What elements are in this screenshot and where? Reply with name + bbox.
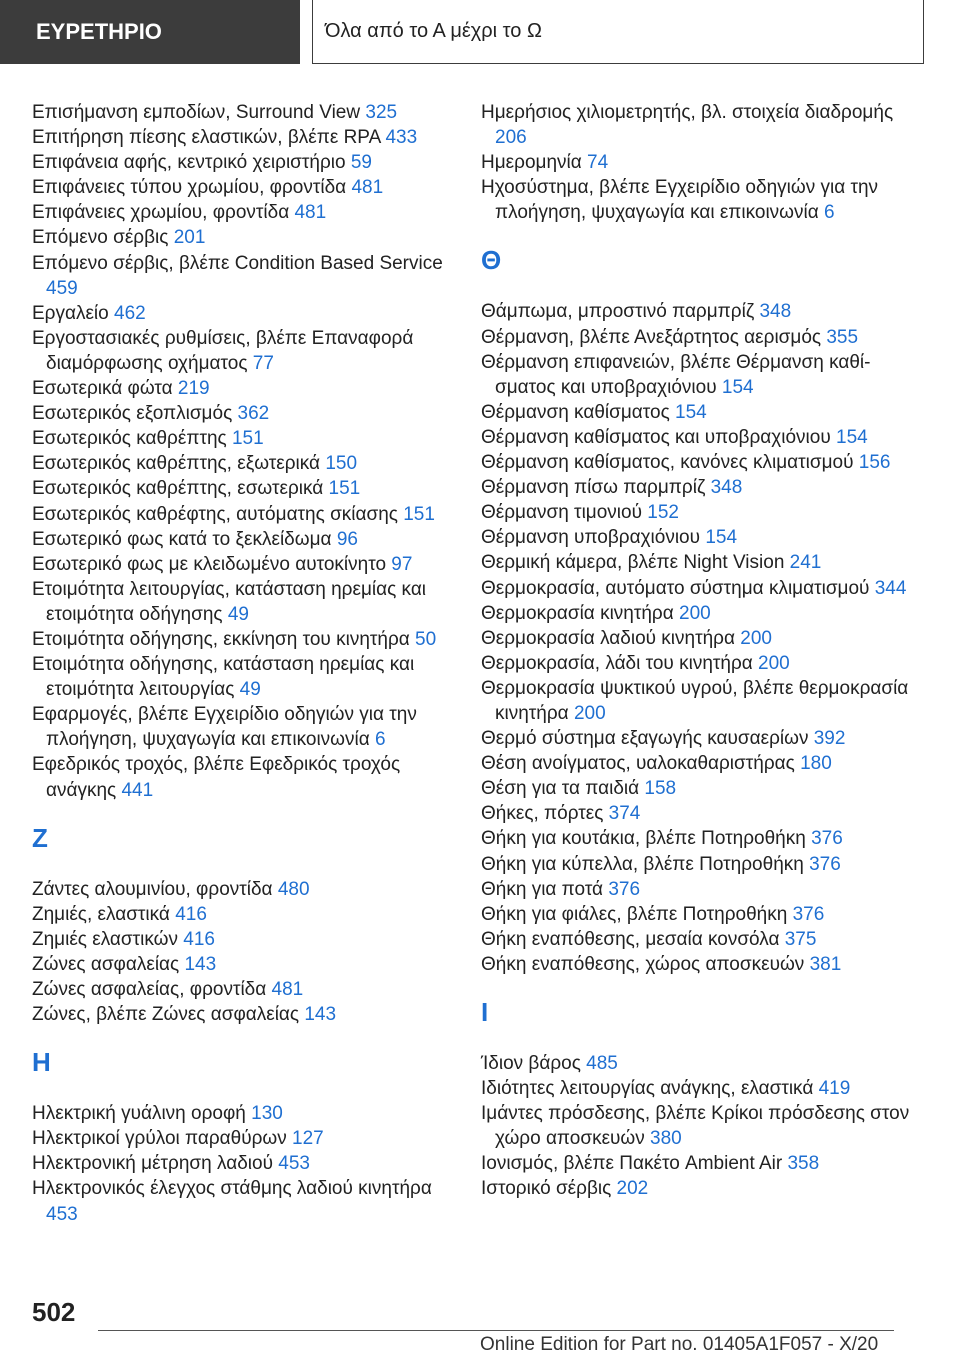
index-entry: [481, 475, 921, 500]
page-reference-link[interactable]: 200: [740, 627, 772, 649]
index-entry-text: Εφαρμογές, βλέπε Εγχειρίδιο οδηγιών για την πλοήγηση, ψυχαγωγία και επικοινωνία: [32, 704, 417, 751]
page-reference-link[interactable]: 481: [271, 979, 304, 1000]
index-entry-text: Ηλεκτρονική μέτρηση λαδιού: [32, 1153, 273, 1175]
index-entry: [481, 852, 921, 877]
page-reference-link[interactable]: 50: [415, 628, 437, 650]
index-letter-heading: Η: [32, 1047, 51, 1078]
index-entry: [32, 927, 462, 952]
page-reference-link[interactable]: 481: [351, 177, 384, 199]
page-reference-link[interactable]: 143: [304, 1004, 337, 1026]
index-entry: [32, 977, 462, 1002]
index-entry: [32, 627, 462, 652]
page-reference-link[interactable]: 200: [758, 652, 790, 674]
index-entry-text: Ετοιμότητα οδήγησης, εκκίνηση του κινητήρα: [32, 628, 410, 650]
index-entry-text: Θήκη για κουτάκια, βλέπε Ποτηροθήκη: [481, 828, 806, 850]
index-entry: [481, 400, 921, 425]
index-letter-heading: Θ: [481, 245, 502, 276]
page-reference-link[interactable]: 376: [811, 828, 843, 850]
index-entry-text: Εσωτερικός καθρέπτης, εσωτερικά: [32, 478, 324, 500]
index-entry-text: Ημερομηνία: [481, 152, 582, 174]
index-entry: [481, 676, 921, 726]
index-entry-text: Ετοιμότητα λειτουργίας, κατάσταση ηρεμίας και ετοιμότητα οδήγησης: [32, 578, 427, 625]
index-entry-text: Ημερήσιος χιλιομετρητής, βλ. στοιχεία διαδρομής: [481, 102, 894, 123]
index-entry: [32, 752, 462, 802]
page-reference-link[interactable]: 143: [184, 953, 217, 975]
index-column-right: [481, 100, 921, 1202]
index-entry: [481, 877, 921, 902]
index-entry-text: Ετοιμότητα οδήγησης, κατάσταση ηρεμίας και ετοιμότητα λειτουργίας: [32, 654, 415, 701]
index-entry-text: Ζάντες αλουμινίου, φροντίδα: [32, 878, 273, 900]
index-entry: [32, 100, 462, 125]
index-entry-text: Θήκη για φιάλες, βλέπε Ποτηροθήκη: [481, 903, 788, 925]
page-reference-link[interactable]: 481: [294, 202, 327, 224]
index-entry-text: Θέρμανση τιμονιού: [481, 502, 642, 524]
index-entry-text: Θέρμανση καθίσματος, κανόνες κλιματισμού: [481, 452, 854, 474]
index-entry-text: Θάμπωμα, μπροστινό παρμπρίζ: [481, 301, 755, 323]
page-reference-link[interactable]: 151: [231, 428, 264, 450]
page-reference-link[interactable]: 200: [679, 602, 711, 624]
page-reference-link[interactable]: 154: [721, 376, 754, 398]
index-entry-text: Εσωτερικός καθρέφτης, αυτόματης σκίασης: [32, 503, 398, 525]
page-reference-link[interactable]: 376: [809, 853, 841, 875]
section-title: Όλα από το Α μέχρι το Ω: [312, 0, 924, 64]
index-entry: [32, 401, 462, 426]
index-entry-text: Επιφάνειες χρωμίου, φροντίδα: [32, 202, 290, 224]
index-entry-text: Ιονισμός, βλέπε Πακέτο Ambient Air: [481, 1153, 783, 1175]
index-entry: [481, 550, 921, 575]
page-reference-link[interactable]: 202: [616, 1178, 649, 1200]
index-entry-text: Ηλεκτρική γυάλινη οροφή: [32, 1103, 246, 1125]
index-entry-text: Θερμό σύστημα εξαγωγής καυσαερίων: [481, 728, 809, 750]
page-reference-link[interactable]: 376: [608, 878, 641, 900]
index-entry: [32, 877, 462, 902]
index-entry-text: Ηλεκτρονικός έλεγχος στάθμης λαδιού κινητήρα: [32, 1178, 432, 1200]
index-entry: [481, 952, 921, 977]
index-entry: [32, 225, 462, 250]
index-entry-text: Θέση ανοίγματος, υαλοκαθαριστήρας: [481, 753, 795, 775]
page-reference-link[interactable]: 480: [277, 878, 310, 900]
index-entry-text: Εσωτερικό φως κατά το ξεκλείδωμα: [32, 528, 332, 550]
index-entry-text: Εσωτερικός καθρέπτης, εξωτερικά: [32, 453, 321, 475]
page-reference-link[interactable]: 453: [46, 1203, 78, 1225]
index-entry: [32, 1176, 462, 1226]
index-entry-text: Θερμοκρασία λαδιού κινητήρα: [481, 627, 735, 649]
page-reference-link[interactable]: 180: [800, 753, 832, 775]
index-entry: [32, 902, 462, 927]
page-reference-link[interactable]: 348: [759, 301, 792, 323]
index-entry-text: Εργαλείο: [32, 302, 109, 324]
page-reference-link[interactable]: 419: [818, 1078, 851, 1100]
page-reference-link[interactable]: 77: [252, 352, 274, 374]
section-tab: ΕΥΡΕΤΗΡΙΟ: [0, 0, 300, 64]
index-entry: [32, 502, 462, 527]
index-entry: [32, 426, 462, 451]
index-entry-text: Θέρμανση καθίσματος και υποβραχιόνιου: [481, 426, 831, 448]
index-entry: [481, 425, 921, 450]
index-entry: [481, 576, 921, 601]
page-reference-link[interactable]: 381: [809, 953, 842, 975]
index-entry-text: Επιφάνεια αφής, κεντρικό χειριστήριο: [32, 152, 346, 174]
index-letter-heading: Ι: [481, 997, 489, 1027]
index-entry-text: Επισήμανση εμποδίων, Surround View: [32, 102, 361, 123]
index-entry: [32, 301, 462, 326]
index-entry: [32, 577, 462, 627]
index-entry-text: Θέρμανση καθίσματος: [481, 401, 670, 423]
index-entry: [481, 651, 921, 676]
index-entry-text: Θερμοκρασία κινητήρα: [481, 602, 674, 624]
index-entry: [32, 527, 462, 552]
page-reference-link[interactable]: 459: [46, 277, 78, 299]
index-entry-text: Θέρμανση υποβραχιόνιου: [481, 527, 701, 549]
index-entry-text: Ιδιότητες λειτουργίας ανάγκης, ελαστικά: [481, 1078, 814, 1100]
page-reference-link[interactable]: 158: [644, 778, 677, 800]
page-reference-link[interactable]: 154: [836, 426, 868, 448]
page-reference-link[interactable]: 325: [365, 102, 398, 123]
index-entry-text: Ζώνες ασφαλείας: [32, 953, 180, 975]
index-letter-heading: Ζ: [32, 822, 48, 853]
index-entry-text: Ηχοσύστημα, βλέπε Εγχειρίδιο οδηγιών για την πλοήγηση, ψυχαγωγία και επικοινωνία: [481, 177, 879, 224]
index-entry: [32, 552, 462, 577]
index-entry-text: Ζώνες ασφαλείας, φροντίδα: [32, 979, 267, 1000]
index-entry-text: Επιφάνειες τύπου χρωμίου, φροντίδα: [32, 177, 347, 199]
page-reference-link[interactable]: 433: [385, 127, 418, 149]
index-entry-text: Θήκη για κύπελλα, βλέπε Ποτηροθήκη: [481, 853, 804, 875]
footer-divider: [98, 1330, 894, 1331]
index-entry-text: Θερμοκρασία ψυκτικού υγρού, βλέπε θερμοκρασία κινητήρα: [481, 677, 909, 724]
page-reference-link[interactable]: 151: [328, 478, 361, 500]
index-entry-text: Θήκη εναπόθεσης, χώρος αποσκευών: [481, 953, 805, 975]
page-reference-link[interactable]: 154: [675, 401, 707, 423]
index-entry: [481, 450, 921, 475]
index-entry-text: Θήκες, πόρτες: [481, 803, 604, 825]
page-reference-link[interactable]: 348: [710, 477, 743, 499]
index-entry-text: Ζημιές, ελαστικά: [32, 903, 170, 925]
index-entry-text: Εφεδρικός τροχός, βλέπε Εφεδρικός τροχός ανάγκης: [32, 754, 401, 801]
index-entry-text: Επόμενο σέρβις, βλέπε Condition Based Service: [32, 252, 443, 274]
page-reference-link[interactable]: 156: [858, 452, 891, 474]
page-reference-link[interactable]: 462: [114, 302, 146, 324]
page-reference-link[interactable]: 154: [705, 527, 738, 549]
page-reference-link[interactable]: 416: [183, 928, 215, 950]
page-reference-link[interactable]: 152: [647, 502, 679, 524]
index-entry-text: Θερμοκρασία, λάδι του κινητήρα: [481, 652, 753, 674]
page-reference-link[interactable]: 355: [826, 326, 859, 348]
page-reference-link[interactable]: 127: [292, 1128, 324, 1150]
index-column-left: [32, 100, 462, 1227]
index-entry-text: Θερμοκρασία, αυτόματο σύστημα κλιματισμού: [481, 577, 870, 599]
index-entry-text: Ίδιον βάρος: [481, 1053, 581, 1074]
page-reference-link[interactable]: 241: [789, 552, 822, 574]
index-entry: [481, 927, 921, 952]
index-entry-text: Θέρμανση, βλέπε Ανεξάρτητος αερισμός: [481, 326, 822, 348]
index-entry: [32, 702, 462, 752]
index-entry: [32, 125, 462, 150]
index-entry: [32, 251, 462, 301]
page-reference-link[interactable]: 6: [375, 729, 386, 751]
page-reference-link[interactable]: 219: [177, 378, 210, 400]
page-reference-link[interactable]: 374: [608, 803, 641, 825]
index-entry: [32, 376, 462, 401]
index-entry: [481, 1101, 921, 1151]
page-reference-link[interactable]: 200: [573, 702, 606, 724]
index-entry: [481, 1051, 921, 1076]
index-entry: [481, 776, 921, 801]
page-reference-link[interactable]: 441: [121, 779, 154, 801]
index-entry: [481, 500, 921, 525]
index-entry: [481, 601, 921, 626]
page-reference-link[interactable]: 206: [495, 127, 527, 149]
index-entry: [481, 350, 921, 400]
index-entry: [481, 1176, 921, 1201]
page-reference-link[interactable]: 96: [336, 528, 358, 550]
page-reference-link[interactable]: 74: [587, 152, 609, 174]
index-entry: [481, 100, 921, 150]
index-entry: [32, 1002, 462, 1027]
edition-note: Online Edition for Part no. 01405A1F057 - X/20: [480, 1334, 879, 1355]
index-entry-text: Εσωτερικός εξοπλισμός: [32, 403, 233, 425]
index-entry-text: Εσωτερικό φως με κλειδωμένο αυτοκίνητο: [32, 553, 387, 575]
index-entry: [32, 952, 462, 977]
index-entry-text: Εργοστασιακές ρυθμίσεις, βλέπε Επαναφορά διαμόρφωσης οχήματος: [32, 327, 414, 374]
index-entry: [481, 325, 921, 350]
page-reference-link[interactable]: 150: [325, 453, 358, 475]
index-entry-text: Θέρμανση επιφανειών, βλέπε Θέρμανση καθίσματος και υποβραχιόνιου: [481, 351, 871, 398]
page-reference-link[interactable]: 6: [824, 202, 835, 224]
page-header: [0, 0, 960, 82]
index-entry: [481, 175, 921, 225]
index-entry-text: Ζημιές ελαστικών: [32, 928, 178, 950]
index-entry: [481, 1076, 921, 1101]
index-entry: [481, 525, 921, 550]
page-number: 502: [32, 1297, 76, 1327]
page-reference-link[interactable]: 485: [586, 1053, 618, 1074]
index-entry: [32, 451, 462, 476]
index-entry: [481, 626, 921, 651]
index-entry-text: Επιτήρηση πίεσης ελαστικών, βλέπε RPA: [32, 127, 381, 149]
index-entry: [481, 751, 921, 776]
page-reference-link[interactable]: 151: [403, 503, 435, 525]
index-entry: [481, 726, 921, 751]
page-reference-link[interactable]: 358: [787, 1153, 820, 1175]
page-reference-link[interactable]: 130: [251, 1103, 283, 1125]
page-reference-link[interactable]: 49: [227, 603, 249, 625]
page-reference-link[interactable]: 362: [237, 403, 270, 425]
index-entry-text: Εσωτερικός καθρέπτης: [32, 428, 227, 450]
index-entry: [481, 801, 921, 826]
page-reference-link[interactable]: 380: [650, 1128, 682, 1150]
index-entry: [32, 1101, 462, 1126]
index-entry: [481, 826, 921, 851]
index-entry-text: Θήκη για ποτά: [481, 878, 604, 900]
page-reference-link[interactable]: 453: [278, 1153, 310, 1175]
index-entry: [32, 1126, 462, 1151]
index-entry-text: Ιστορικό σέρβις: [481, 1178, 612, 1200]
index-entry-text: Ζώνες, βλέπε Ζώνες ασφαλείας: [32, 1004, 300, 1026]
index-entry-text: Θέση για τα παιδιά: [481, 778, 640, 800]
index-entry-text: Θερμική κάμερα, βλέπε Night Vision: [481, 552, 785, 574]
index-entry-text: Ιμάντες πρόσδεσης, βλέπε Κρίκοι πρόσδεσης στον χώρο αποσκευών: [481, 1103, 910, 1150]
index-entry: [32, 1151, 462, 1176]
index-entry-text: Ηλεκτρικοί γρύλοι παραθύρων: [32, 1128, 287, 1150]
index-entry: [32, 150, 462, 175]
index-entry-text: Θήκη εναπόθεσης, μεσαία κονσόλα: [481, 928, 780, 950]
index-entry-text: Εσωτερικά φώτα: [32, 378, 173, 400]
page-reference-link[interactable]: 97: [391, 553, 413, 575]
index-entry: [481, 902, 921, 927]
page-reference-link[interactable]: 344: [874, 577, 907, 599]
index-entry-text: Επόμενο σέρβις: [32, 227, 169, 249]
index-entry: [32, 200, 462, 225]
index-entry: [481, 150, 921, 175]
page-reference-link[interactable]: 375: [784, 928, 817, 950]
page-reference-link[interactable]: 392: [813, 728, 846, 750]
page-reference-link[interactable]: 201: [173, 227, 206, 249]
page-reference-link[interactable]: 376: [792, 903, 825, 925]
index-entry: [481, 299, 921, 324]
page-reference-link[interactable]: 416: [175, 903, 207, 925]
index-entry: [481, 1151, 921, 1176]
index-entry-text: Θέρμανση πίσω παρμπρίζ: [481, 477, 706, 499]
index-entry: [32, 652, 462, 702]
index-entry: [32, 326, 462, 376]
index-entry: [32, 476, 462, 501]
index-entry: [32, 175, 462, 200]
page-reference-link[interactable]: 59: [350, 152, 372, 174]
page-reference-link[interactable]: 49: [239, 679, 261, 701]
